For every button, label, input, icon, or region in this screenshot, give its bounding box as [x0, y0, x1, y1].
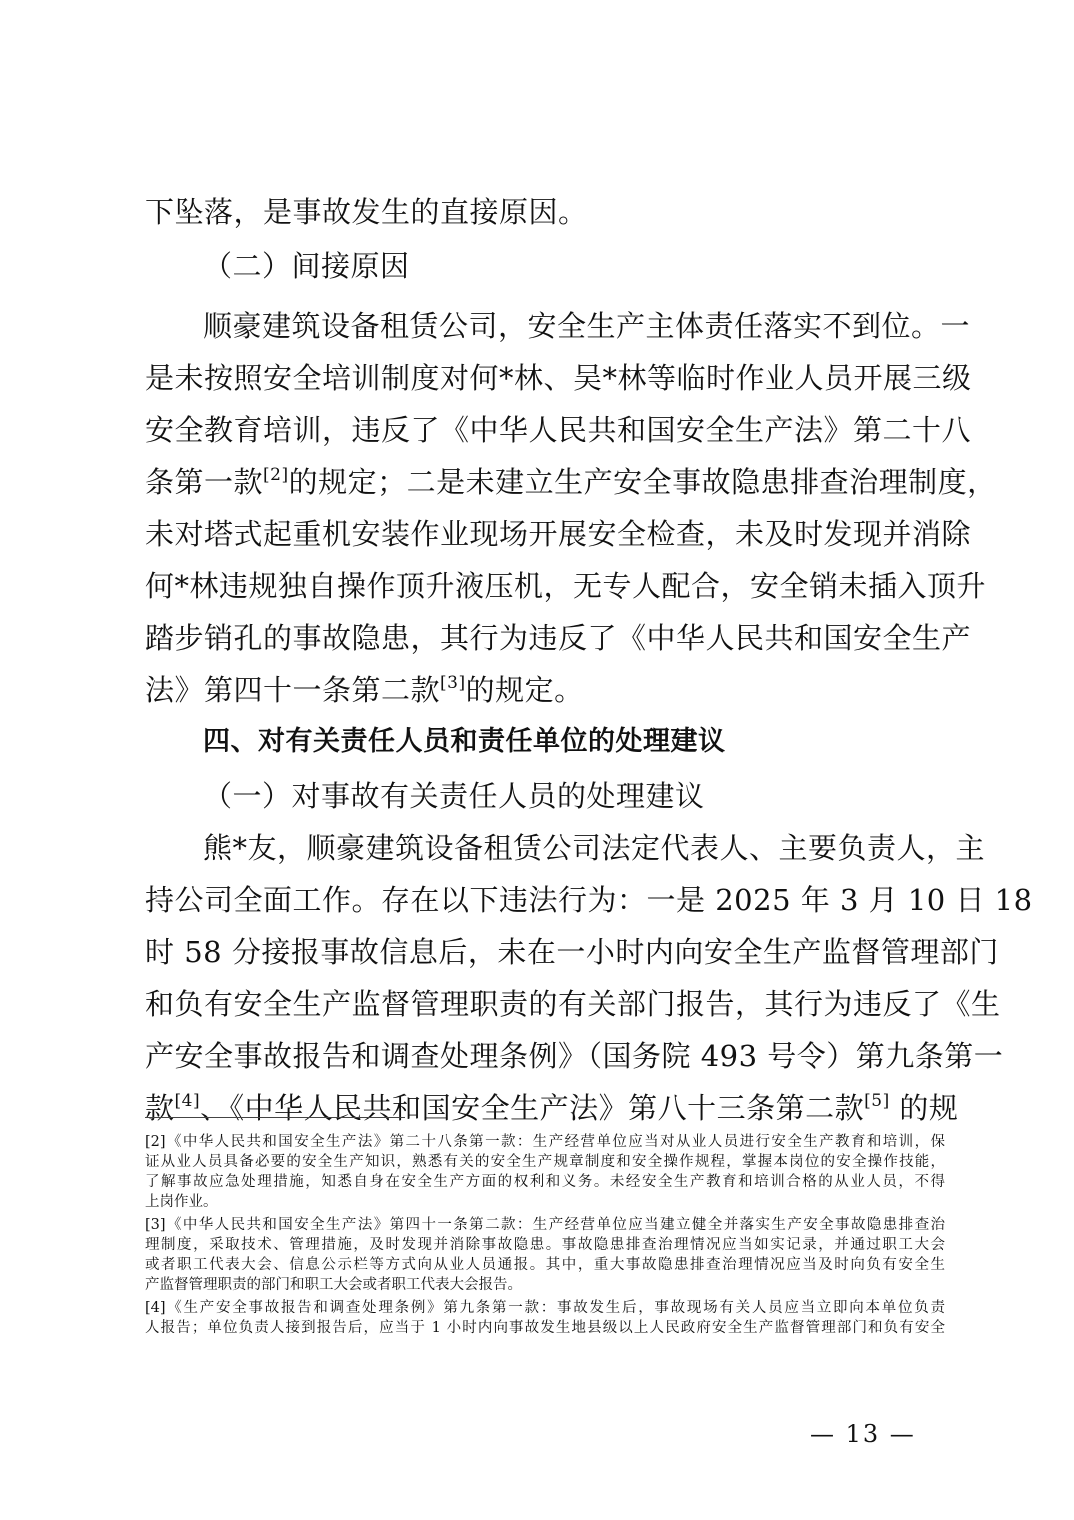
- footnote-3-line: 或者职工代表大会、信息公示栏等方式向从业人员通报。其中，重大事故隐患排查治理情况应当及时向负有安全生: [145, 1257, 945, 1273]
- paragraph-line: 熊*友，顺豪建筑设备租赁公司法定代表人、主要负责人，主: [203, 831, 986, 865]
- paragraph-line: [145, 456, 997, 508]
- footnote-4-line: [4]《生产安全事故报告和调查处理条例》第九条第一款：事故发生后，事故现场有关人员应当立即向本单位负责: [145, 1300, 945, 1316]
- text-run: 法》第四十一条第二款: [145, 673, 441, 707]
- footnote-ref-4[interactable]: [4]: [174, 1091, 201, 1111]
- footnote-2-line: 了解事故应急处理措施，知悉自身在安全生产方面的权利和义务。未经安全生产教育和培训合格的从业人员，不得: [145, 1174, 945, 1190]
- footnote-2-line: 证从业人员具备必要的安全生产知识，熟悉有关的安全生产规章制度和安全操作规程，掌握本岗位的安全操作技能，: [145, 1154, 945, 1170]
- footnote-3-line: [3]《中华人民共和国安全生产法》第四十一条第二款：生产经营单位应当建立健全并落实生产安全事故隐患排查治: [145, 1217, 945, 1233]
- paragraph-line: 时 58 分接报事故信息后，未在一小时内向安全生产监督管理部门: [145, 935, 999, 969]
- footnote-4-line: 人报告；单位负责人接到报告后，应当于 1 小时内向事故发生地县级以上人民政府安全生产监督管理部门和负有安全: [145, 1320, 945, 1336]
- footnote-ref-5[interactable]: [5]: [864, 1091, 890, 1111]
- footnote-ref-3[interactable]: [3]: [440, 673, 466, 693]
- text-run: 的规定；二是未建立生产安全事故隐患排查治理制度，: [288, 465, 997, 499]
- text-run: 、《中华人民共和国安全生产法》第八十三条第二款: [200, 1091, 865, 1125]
- section-heading: 四、对有关责任人员和责任单位的处理建议: [203, 726, 726, 757]
- text-run: 款: [145, 1091, 175, 1125]
- paragraph-line: 踏步销孔的事故隐患，其行为违反了《中华人民共和国安全生产: [145, 621, 972, 655]
- paragraph-line: [145, 664, 584, 716]
- page-number: — 13 —: [810, 1420, 916, 1448]
- paragraph-line: 何*林违规独自操作顶升液压机，无专人配合，安全销未插入顶升: [145, 569, 987, 603]
- paragraph-line: 安全教育培训，违反了《中华人民共和国安全生产法》第二十八: [145, 413, 972, 447]
- subheading-personnel: （一）对事故有关责任人员的处理建议: [203, 779, 705, 813]
- footnote-ref-2[interactable]: [2]: [263, 465, 289, 485]
- subheading-indirect-cause: （二）间接原因: [203, 249, 410, 283]
- text-run: 条第一款: [145, 465, 264, 499]
- paragraph-line: 和负有安全生产监督管理职责的有关部门报告，其行为违反了《生: [145, 987, 1001, 1021]
- footnote-3-line: 产监督管理职责的部门和职工大会或者职工代表大会报告。: [145, 1277, 522, 1293]
- paragraph-line: 产安全事故报告和调查处理条例》（国务院 493 号令）第九条第一: [145, 1039, 1004, 1073]
- paragraph-line: 未对塔式起重机安装作业现场开展安全检查，未及时发现并消除: [145, 517, 972, 551]
- paragraph-line: 下坠落，是事故发生的直接原因。: [145, 195, 588, 229]
- text-run: 的规定。: [465, 673, 584, 707]
- footnote-2-line: [2]《中华人民共和国安全生产法》第二十八条第一款：生产经营单位应当对从业人员进行安全生产教育和培训，保: [145, 1134, 945, 1150]
- footnote-separator: [145, 1117, 405, 1118]
- paragraph-line: 顺豪建筑设备租赁公司，安全生产主体责任落实不到位。一: [203, 309, 971, 343]
- paragraph-line: 是未按照安全培训制度对何*林、吴*林等临时作业人员开展三级: [145, 361, 972, 395]
- paragraph-line: [145, 1082, 959, 1134]
- footnote-3-line: 理制度，采取技术、管理措施，及时发现并消除事故隐患。事故隐患排查治理情况应当如实记录，并通过职工大会: [145, 1237, 945, 1253]
- paragraph-line: 持公司全面工作。存在以下违法行为：一是 2025 年 3 月 10 日 18: [145, 883, 1033, 917]
- text-run: 的规: [889, 1091, 959, 1125]
- footnote-2-line: 上岗作业。: [145, 1194, 218, 1210]
